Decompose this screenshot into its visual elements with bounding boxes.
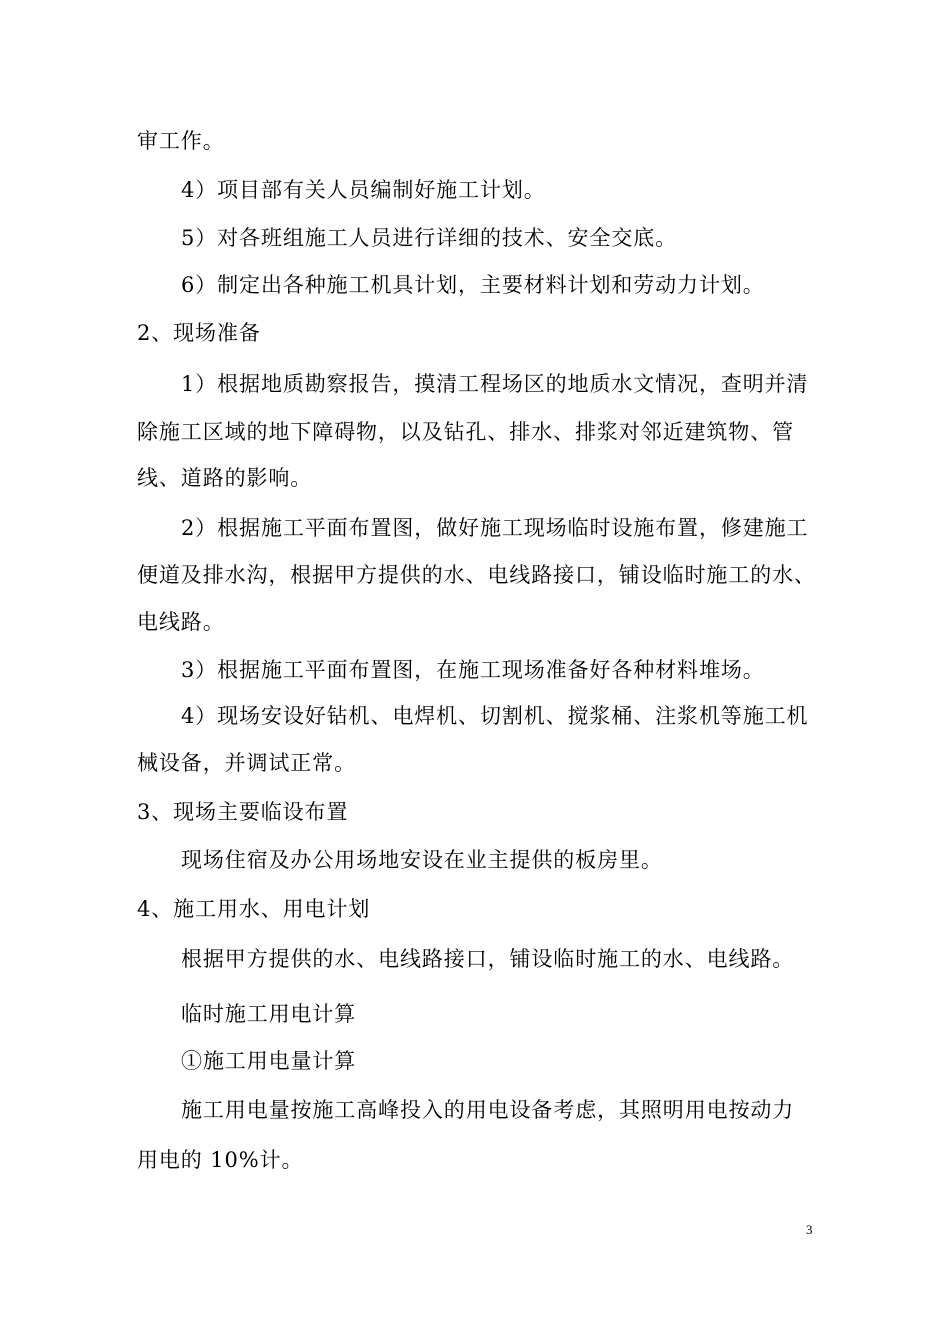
text-line: 现场住宿及办公用场地安设在业主提供的板房里。: [181, 848, 663, 872]
text-line: 审工作。: [137, 129, 225, 153]
text-line: 便道及排水沟，根据甲方提供的水、电线路接口，铺设临时施工的水、: [137, 563, 816, 587]
text-line: 4）项目部有关人员编制好施工计划。: [181, 178, 546, 202]
text-line: 临时施工用电计算: [181, 1002, 357, 1026]
text-line: ①施工用电量计算: [181, 1049, 357, 1073]
section-heading: 2、现场准备: [137, 321, 261, 345]
text-line: 施工用电量按施工高峰投入的用电设备考虑，其照明用电按动力: [181, 1098, 795, 1122]
section-heading: 4、施工用水、用电计划: [137, 897, 371, 921]
text-line: 1）根据地质勘察报告，摸清工程场区的地质水文情况，查明并清: [181, 372, 809, 396]
text-line: 用电的 10%计。: [137, 1148, 304, 1172]
text-line: 电线路。: [137, 610, 225, 634]
text-line: 5）对各班组施工人员进行详细的技术、安全交底。: [181, 226, 678, 250]
section-heading: 3、现场主要临设布置: [137, 800, 349, 824]
text-line: 6）制定出各种施工机具计划，主要材料计划和劳动力计划。: [181, 273, 765, 297]
page-number: 3: [806, 1222, 813, 1237]
text-line: 2）根据施工平面布置图，做好施工现场临时设施布置，修建施工: [181, 516, 809, 540]
text-line: 械设备，并调试正常。: [137, 751, 356, 775]
text-line: 3）根据施工平面布置图，在施工现场准备好各种材料堆场。: [181, 658, 765, 682]
text-line: 根据甲方提供的水、电线路接口，铺设临时施工的水、电线路。: [181, 947, 795, 971]
text-line: 除施工区域的地下障碍物，以及钻孔、排水、排浆对邻近建筑物、管: [137, 420, 794, 444]
text-line: 线、道路的影响。: [137, 466, 313, 490]
text-line: 4）现场安设好钻机、电焊机、切割机、搅浆桶、注浆机等施工机: [181, 704, 809, 728]
